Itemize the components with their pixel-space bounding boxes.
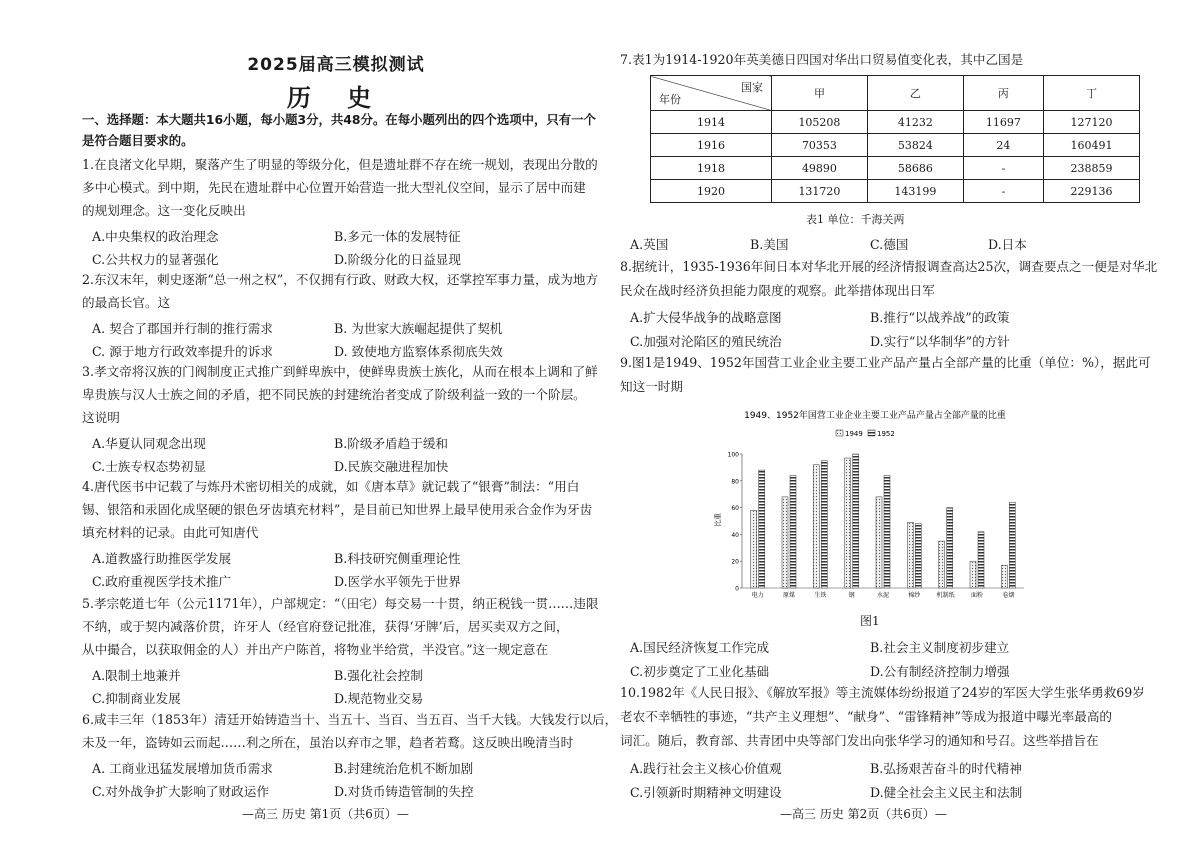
column-header: 甲 bbox=[772, 76, 868, 111]
bar-1952 bbox=[790, 475, 796, 588]
x-tick-label: 水泥 bbox=[876, 592, 890, 599]
y-tick-label: 80 bbox=[731, 478, 739, 486]
y-tick-label: 0 bbox=[735, 585, 739, 593]
table-cell: 70353 bbox=[772, 134, 868, 157]
bar-1949 bbox=[939, 541, 945, 588]
q6-stem: 未及一年，盗铸如云而起……利之所在，虽治以弃市之罪，趋者若鹜。这反映出晚清当时 bbox=[82, 735, 574, 750]
q7-option-c[interactable]: C.德国 bbox=[870, 237, 909, 252]
q4-stem: 4.唐代医书中记载了与炼丹术密切相关的成就，如《唐本草》就记载了“银膏”制法：“用白 bbox=[82, 479, 580, 494]
legend-label-1952: 1952 bbox=[877, 430, 895, 438]
y-axis-label: 比重 bbox=[714, 513, 722, 527]
bar-1949 bbox=[1001, 565, 1007, 588]
q5-stem: 不纳，或于契内减落价贯，许牙人（经官府登记批准，获得‘牙牌’后，居买卖双方之间， bbox=[82, 619, 569, 634]
q1-stem: 多中心模式。到中期，先民在遗址群中心位置开始营造一批大型礼仪空间，显示了居中而建 bbox=[82, 180, 586, 195]
column-header: 乙 bbox=[867, 76, 963, 111]
q2-option-d[interactable]: D. 致使地方监察体系彻底失效 bbox=[334, 344, 503, 359]
q3-option-d[interactable]: D.民族交融进程加快 bbox=[334, 459, 449, 474]
q5-stem: 从中撮合，以获取佣金的人）并出产户陈首，将物业半给赏，半没官。”这一规定意在 bbox=[82, 642, 549, 657]
trade-table bbox=[650, 75, 1140, 203]
q10-stem: 10.1982年《人民日报》、《解放军报》等主流媒体纷纷报道了24岁的军医大学生张华勇救69岁 bbox=[620, 685, 1145, 700]
q3-option-b[interactable]: B.阶级矛盾趋于缓和 bbox=[334, 436, 449, 451]
header-year-label: 年份 bbox=[659, 93, 681, 106]
q10-option-b[interactable]: B.弘扬艰苦奋斗的时代精神 bbox=[870, 761, 1022, 776]
q8-option-d[interactable]: D.实行“以华制华”的方针 bbox=[870, 334, 1010, 349]
legend-swatch-1952 bbox=[868, 430, 875, 436]
table-cell: 11697 bbox=[963, 111, 1043, 134]
q3-option-c[interactable]: C.士族专权态势初显 bbox=[92, 459, 206, 474]
chart-title: 1949、1952年国营工业企业主要工业产品产量占全部产量的比重 bbox=[744, 411, 1006, 421]
q10-option-d[interactable]: D.健全社会主义民主和法制 bbox=[870, 785, 1023, 800]
table-cell: 49890 bbox=[772, 157, 868, 180]
table-row bbox=[651, 157, 1140, 180]
column-header: 丁 bbox=[1044, 76, 1140, 111]
q7-option-a[interactable]: A.英国 bbox=[630, 237, 669, 252]
table-cell: - bbox=[963, 157, 1043, 180]
q9-option-d[interactable]: D.公有制经济控制力增强 bbox=[870, 664, 1010, 679]
x-tick-label: 钢 bbox=[848, 592, 855, 599]
q4-stem: 锡、银箔和汞固化成坚硬的银色牙齿填充材料”，是目前已知世界上最早使用汞合金作为牙齿 bbox=[82, 502, 593, 517]
table-row bbox=[651, 180, 1140, 203]
q3-option-a[interactable]: A.华夏认同观念出现 bbox=[92, 436, 206, 451]
q2-stem: 的最高长官。这 bbox=[82, 295, 171, 310]
q7-option-d[interactable]: D.日本 bbox=[988, 237, 1027, 252]
x-tick-label: 面粉 bbox=[970, 592, 984, 599]
section-heading-cont: 是符合题目要求的。 bbox=[82, 133, 194, 148]
chart-bars bbox=[751, 454, 1016, 599]
table-caption: 表1 单位：千海关两 bbox=[806, 213, 905, 226]
page-footer: —高三 历史 第1页（共6页）— bbox=[242, 807, 409, 821]
q4-option-c[interactable]: C.政府重视医学技术推广 bbox=[92, 574, 232, 589]
column-header: 丙 bbox=[963, 76, 1043, 111]
bar-1952 bbox=[915, 524, 921, 588]
header-country-label: 国家 bbox=[741, 81, 763, 94]
q10-option-a[interactable]: A.践行社会主义核心价值观 bbox=[630, 761, 782, 776]
year-cell: 1914 bbox=[651, 111, 772, 134]
bar-1952 bbox=[821, 461, 827, 588]
bar-1952 bbox=[884, 475, 890, 588]
q4-option-d[interactable]: D.医学水平领先于世界 bbox=[334, 574, 461, 589]
q4-option-a[interactable]: A.道教盛行助推医学发展 bbox=[92, 551, 232, 566]
q4-stem: 填充材料的记录。由此可知唐代 bbox=[82, 525, 259, 540]
year-cell: 1918 bbox=[651, 157, 772, 180]
page-footer: —高三 历史 第2页（共6页）— bbox=[780, 807, 947, 821]
table-cell: 53824 bbox=[867, 134, 963, 157]
exam-title: 2025届高三模拟测试 bbox=[247, 55, 425, 75]
q9-option-b[interactable]: B.社会主义制度初步建立 bbox=[870, 640, 1010, 655]
bar-1949 bbox=[970, 561, 976, 588]
table-row bbox=[651, 134, 1140, 157]
x-tick-label: 电力 bbox=[751, 592, 764, 599]
q5-option-c[interactable]: C.抑制商业发展 bbox=[92, 691, 181, 706]
figure-caption: 图1 bbox=[860, 614, 880, 628]
q10-stem: 词汇。随后，教育部、共青团中央等部门发出向张华学习的通知和号召。这些举措旨在 bbox=[620, 733, 1099, 748]
table-cell: 41232 bbox=[867, 111, 963, 134]
q8-option-a[interactable]: A.扩大侵华战争的战略意图 bbox=[630, 310, 782, 325]
table-cell: 105208 bbox=[772, 111, 868, 134]
x-tick-label: 棉纱 bbox=[908, 592, 921, 599]
q6-option-c[interactable]: C.对外战争扩大影响了财政运作 bbox=[92, 784, 269, 799]
bar-chart bbox=[710, 402, 1030, 602]
q9-option-c[interactable]: C.初步奠定了工业化基础 bbox=[630, 664, 770, 679]
table-row bbox=[651, 111, 1140, 134]
y-tick-label: 100 bbox=[727, 451, 739, 459]
table-corner-cell bbox=[651, 76, 772, 111]
q5-option-b[interactable]: B.强化社会控制 bbox=[334, 668, 423, 683]
q9-option-a[interactable]: A.国民经济恢复工作完成 bbox=[630, 640, 770, 655]
q2-option-b[interactable]: B. 为世家大族崛起提供了契机 bbox=[334, 321, 503, 336]
q5-option-a[interactable]: A.限制土地兼并 bbox=[92, 668, 181, 683]
y-tick-label: 20 bbox=[731, 558, 739, 566]
q10-stem: 老农不幸牺牲的事迹，“共产主义理想”、“献身”、“雷锋精神”等成为报道中曝光率最高的 bbox=[620, 709, 1113, 724]
q7-stem: 7.表1为1914-1920年英美德日四国对华出口贸易值变化表，其中乙国是 bbox=[620, 52, 1024, 67]
q8-stem: 8.据统计，1935-1936年间日本对华北开展的经济情报调查高达25次，调查要点之一便是对华北 bbox=[620, 259, 1158, 274]
legend-label-1949: 1949 bbox=[845, 430, 863, 438]
q2-stem: 2.东汉末年，刺史逐渐“总一州之权”，不仅拥有行政、财政大权，还掌控军事力量，成为地方 bbox=[82, 272, 599, 287]
y-tick-label: 40 bbox=[731, 531, 739, 539]
x-tick-label: 卷烟 bbox=[1002, 592, 1015, 599]
table-cell: 58686 bbox=[867, 157, 963, 180]
q2-option-c[interactable]: C. 源于地方行政效率提升的诉求 bbox=[92, 344, 273, 359]
q3-stem: 这说明 bbox=[82, 410, 120, 425]
q5-stem: 5.孝宗乾道七年（公元1171年），户部规定：“（田宅）每交易一十贯，纳正税钱一贯……违限 bbox=[82, 596, 599, 611]
legend-swatch-1949 bbox=[836, 430, 843, 436]
q8-option-b[interactable]: B.推行“以战养战”的政策 bbox=[870, 310, 1010, 325]
bar-1949 bbox=[907, 522, 913, 588]
y-tick-label: 60 bbox=[731, 505, 739, 513]
subject-title: 历 史 bbox=[286, 83, 386, 112]
section-heading: 一、选择题：本大题共16小题，每小题3分，共48分。在每小题列出的四个选项中，只有一个 bbox=[82, 112, 596, 127]
table-cell: 127120 bbox=[1044, 111, 1140, 134]
x-tick-label: 生铁 bbox=[814, 592, 827, 599]
bar-1952 bbox=[759, 470, 765, 588]
q9-stem: 知这一时期 bbox=[620, 379, 683, 394]
bar-1949 bbox=[782, 497, 788, 588]
q6-stem: 6.咸丰三年（1853年）清廷开始铸造当十、当五十、当百、当五百、当千大钱。大钱发行以后， bbox=[82, 712, 618, 727]
q4-option-b[interactable]: B.科技研究侧重理论性 bbox=[334, 551, 461, 566]
year-cell: 1916 bbox=[651, 134, 772, 157]
q3-stem: 卑贵族与汉人士族之间的矛盾，把不同民族的封建统治者变成了阶级利益一致的一个阶层。 bbox=[82, 387, 586, 402]
bar-1952 bbox=[947, 508, 953, 588]
q8-option-c[interactable]: C.加强对沦陷区的殖民统治 bbox=[630, 334, 782, 349]
table-header-row bbox=[651, 76, 1140, 111]
q6-option-a[interactable]: A. 工商业迅猛发展增加货币需求 bbox=[92, 761, 273, 776]
q3-stem: 3.孝文帝将汉族的门阀制度正式推广到鲜卑族中，使鲜卑贵族士族化，从而在根本上调和了鲜 bbox=[82, 364, 598, 379]
table-cell: - bbox=[963, 180, 1043, 203]
x-tick-label: 原煤 bbox=[782, 592, 796, 599]
bar-1952 bbox=[978, 532, 984, 588]
table-cell: 143199 bbox=[867, 180, 963, 203]
q1-stem: 的规划理念。这一变化反映出 bbox=[82, 203, 246, 218]
table-cell: 24 bbox=[963, 134, 1043, 157]
q9-stem: 9.图1是1949、1952年国营工业企业主要工业产品产量占全部产量的比重（单位：%），据此可 bbox=[620, 355, 1151, 370]
q8-stem: 民众在战时经济负担能力限度的观察。此举措体现出日军 bbox=[620, 283, 935, 298]
bar-1952 bbox=[853, 454, 859, 588]
bar-1949 bbox=[813, 465, 819, 588]
q5-option-d[interactable]: D.规范物业交易 bbox=[334, 691, 424, 706]
table-cell: 238859 bbox=[1044, 157, 1140, 180]
q6-option-b[interactable]: B.封建统治危机不断加剧 bbox=[334, 761, 474, 776]
q1-option-c[interactable]: C.公共权力的显著强化 bbox=[92, 252, 219, 267]
q2-option-a[interactable]: A. 契合了郡国并行制的推行需求 bbox=[92, 321, 273, 336]
q1-stem: 1.在良渚文化早期，聚落产生了明显的等级分化，但是遗址群不存在统一规划，表现出分散的 bbox=[82, 157, 598, 172]
table-cell: 160491 bbox=[1044, 134, 1140, 157]
table-cell: 229136 bbox=[1044, 180, 1140, 203]
bar-1949 bbox=[751, 510, 757, 588]
bar-1952 bbox=[1009, 502, 1015, 588]
bar-1949 bbox=[845, 458, 851, 588]
x-tick-label: 机制纸 bbox=[936, 592, 955, 599]
q1-option-b[interactable]: B.多元一体的发展特征 bbox=[334, 229, 461, 244]
q6-option-d[interactable]: D.对货币铸造管制的失控 bbox=[334, 784, 474, 799]
q1-option-d[interactable]: D.阶级分化的日益显现 bbox=[334, 252, 461, 267]
q7-option-b[interactable]: B.美国 bbox=[750, 237, 789, 252]
q10-option-c[interactable]: C.引领新时期精神文明建设 bbox=[630, 785, 782, 800]
year-cell: 1920 bbox=[651, 180, 772, 203]
table-cell: 131720 bbox=[772, 180, 868, 203]
q1-option-a[interactable]: A.中央集权的政治理念 bbox=[92, 229, 219, 244]
bar-1949 bbox=[876, 497, 882, 588]
